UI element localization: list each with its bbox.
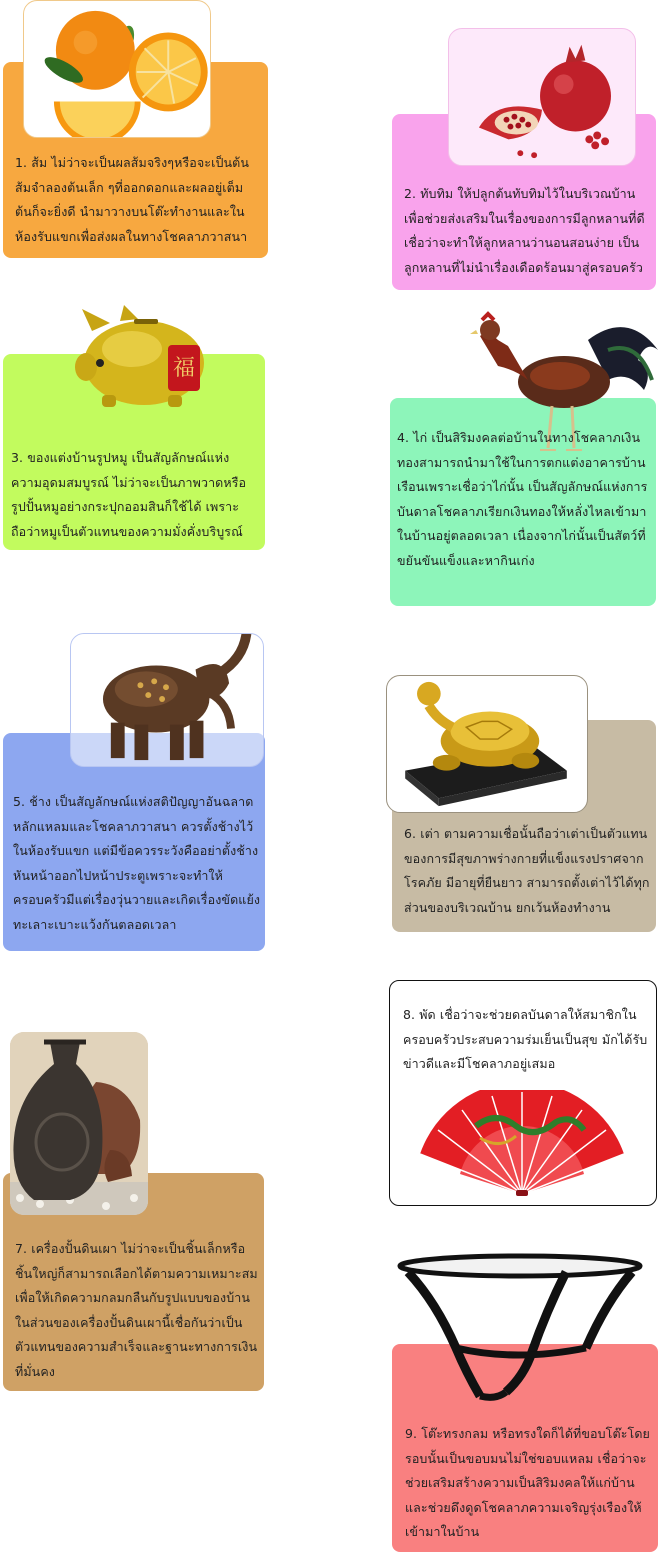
round-table-image: [396, 1252, 646, 1402]
piggy-bank-icon: [72, 305, 212, 410]
piggy-bank-image: [72, 305, 212, 410]
item-3-text: 3. ของแต่งบ้านรูปหมู เป็นสัญลักษณ์แห่งความอุดมสมบูรณ์ ไม่ว่าจะเป็นภาพวาดหรือรูปปั้นหมูอย่างกระปุกออมสินก็ใช้ได้ เพราะถือว่าหมูเป็นตัวแทนของความมั่งคั่งบริบูรณ์: [11, 450, 247, 539]
turtle-image: [386, 675, 588, 813]
pomegranate-icon: [449, 29, 635, 165]
item-1-text: 1. ส้ม ไม่ว่าจะเป็นผลส้มจริงๆหรือจะเป็นต้นส้มจำลองต้นเล็ก ๆที่ออกดอกและผลอยู่เต็มต้นก็จะยิ่งดี นำมาวางบนโต๊ะทำงานและในห้องรับแขกเพื่อส่งผลในทางโชคลาภวาสนา: [15, 155, 250, 244]
red-fan-image: [416, 1090, 628, 1198]
orange-image: [23, 0, 211, 138]
item-5-text: 5. ช้าง เป็นสัญลักษณ์แห่งสติปัญญาอันฉลาดหลักแหลมและโชคลาภวาสนา ควรตั้งช้างไว้ในห้องรับแขก แต่มีข้อควรระวังคืออย่าตั้งช้างหันหน้าออกไปหน้าประตูเพราะจะทำให้ครอบครัวมีแต่เรื่องวุ่นวายและเกิดเรื่องขัดแย้งทะเลาะเบาะแว้งกันตลอดเวลา: [13, 794, 261, 932]
svg-text:福: 福: [172, 356, 196, 381]
orange-icon: [24, 1, 210, 137]
golden-turtle-icon: [387, 676, 587, 812]
pomegranate-image: [448, 28, 636, 166]
elephant-icon: [71, 634, 263, 766]
item-8-text: 8. พัด เชื่อว่าจะช่วยดลบันดาลให้สมาชิกในครอบครัวประสบความร่มเย็นเป็นสุข มักได้รับข่าวดีและมีโชคลาภอยู่เสมอ: [403, 1007, 648, 1071]
item-6-text: 6. เต่า ตามความเชื่อนั้นถือว่าเต่าเป็นตัวแทนของการมีสุขภาพร่างกายที่แข็งแรงปราศจากโรคภัย มีอายุที่ยืนยาว สามารถตั้งเต่าไว้ได้ทุกส่วนของบริเวณบ้าน ยกเว้นห้องทำงาน: [404, 826, 650, 915]
item-2-text: 2. ทับทิม ให้ปลูกต้นทับทิมไว้ในบริเวณบ้านเพื่อช่วยส่งเสริมในเรื่องของการมีลูกหลานที่ดีเชื่อว่าจะทำให้ลูกหลานว่านอนสอนง่าย เป็นลูกหลานที่ไม่นำเรื่องเดือดร้อนมาสู่ครอบครัว: [404, 186, 645, 275]
item-7-text: 7. เครื่องปั้นดินเผา ไม่ว่าจะเป็นชิ้นเล็กหรือชิ้นใหญ่ก็สามารถเลือกได้ตามความเหมาะสมเพื่อให้เกิดความกลมกลืนกับรูปแบบของบ้านในส่วนของเครื่องปั้นดินเผานี้เชื่อกันว่าเป็นตัวแทนของความสำเร็จและฐานะทางการเงินที่มั่นคง: [15, 1241, 258, 1379]
item-9-text: 9. โต๊ะทรงกลม หรือทรงใดก็ได้ที่ขอบโต๊ะโดยรอบนั้นเป็นขอบมนไม่ใช่ขอบแหลม เชื่อว่าจะช่วยเสริมสร้างความเป็นสิริมงคลให้แก่บ้านและช่วยดึงดูดโชคลาภความเจริญรุ่งเรืองให้เข้ามาในบ้าน: [405, 1426, 650, 1539]
item-4-text: 4. ไก่ เป็นสิริมงคลต่อบ้านในทางโชคลาภเงินทองสามารถนำมาใช้ในการตกแต่งอาคารบ้านเรือนเพราะเชื่อว่าไก่นั้น เป็นสัญลักษณ์แห่งการบันดาลโชคลาภเรียกเงินทองให้หลั่งไหลเข้ามาในบ้านอยู่ตลอดเวลา เนื่องจากไก่นั้นเป็นสัตว์ที่ขยันขันแข็งและหากินเก่ง: [397, 430, 648, 568]
clay-pots-image: [10, 1032, 148, 1215]
red-fan-icon: [416, 1090, 628, 1198]
elephant-image: [70, 633, 264, 767]
clay-pots-icon: [10, 1032, 148, 1215]
round-table-icon: [396, 1252, 646, 1402]
